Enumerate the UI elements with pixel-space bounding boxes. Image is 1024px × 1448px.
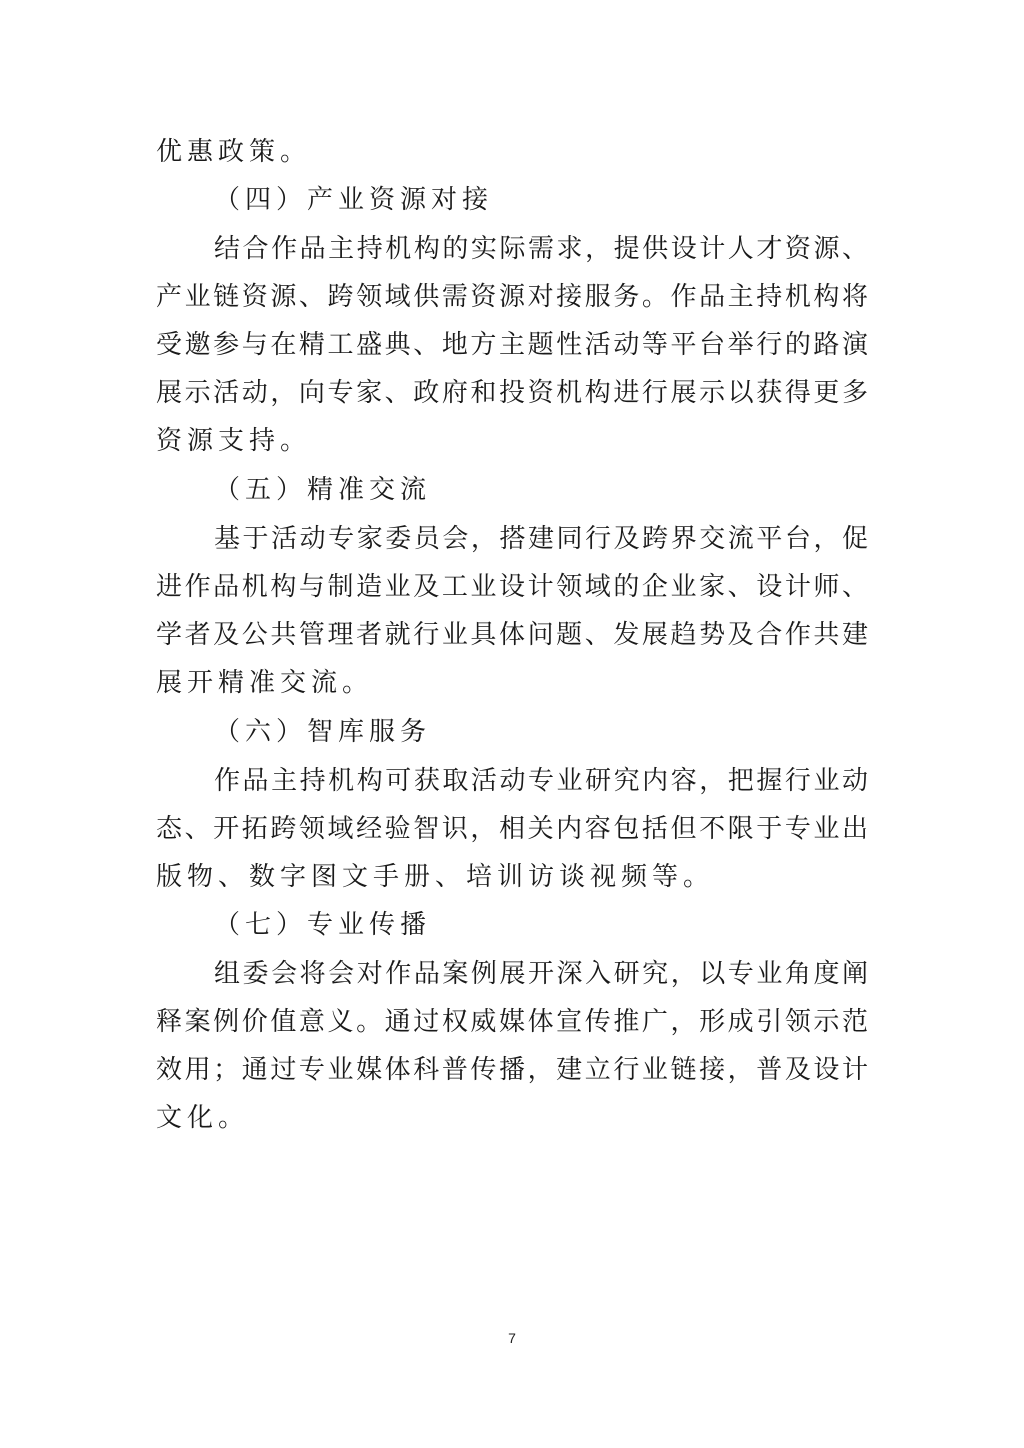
section-heading-5: （五）精准交流	[214, 475, 432, 505]
section-heading-4: （四）产业资源对接	[214, 185, 494, 215]
paragraph-line: 优惠政策。	[156, 137, 312, 167]
paragraph-line: 展示活动，向专家、政府和投资机构进行展示以获得更多	[156, 378, 868, 408]
paragraph-line: 产业链资源、跨领域供需资源对接服务。作品主持机构将	[156, 282, 868, 312]
paragraph-line: 展开精准交流。	[156, 668, 374, 698]
paragraph-line: 作品主持机构可获取活动专业研究内容，把握行业动	[214, 766, 868, 796]
paragraph-line: 态、开拓跨领域经验智识，相关内容包括但不限于专业出	[156, 814, 868, 844]
paragraph-line: 释案例价值意义。通过权威媒体宣传推广，形成引领示范	[156, 1007, 868, 1037]
paragraph-line: 效用；通过专业媒体科普传播，建立行业链接，普及设计	[156, 1055, 868, 1085]
paragraph-line: 结合作品主持机构的实际需求，提供设计人才资源、	[214, 234, 868, 264]
paragraph-line: 组委会将会对作品案例展开深入研究，以专业角度阐	[214, 959, 868, 989]
section-heading-7: （七）专业传播	[214, 910, 432, 940]
page-number: 7	[508, 1330, 516, 1346]
paragraph-line: 基于活动专家委员会，搭建同行及跨界交流平台，促	[214, 524, 868, 554]
paragraph-line: 学者及公共管理者就行业具体问题、发展趋势及合作共建	[156, 620, 868, 650]
paragraph-line: 资源支持。	[156, 426, 312, 456]
paragraph-line: 版物、数字图文手册、培训访谈视频等。	[156, 862, 715, 892]
section-heading-6: （六）智库服务	[214, 717, 432, 747]
paragraph-line: 进作品机构与制造业及工业设计领域的企业家、设计师、	[156, 572, 868, 602]
paragraph-line: 受邀参与在精工盛典、地方主题性活动等平台举行的路演	[156, 330, 868, 360]
paragraph-line: 文化。	[156, 1103, 250, 1133]
